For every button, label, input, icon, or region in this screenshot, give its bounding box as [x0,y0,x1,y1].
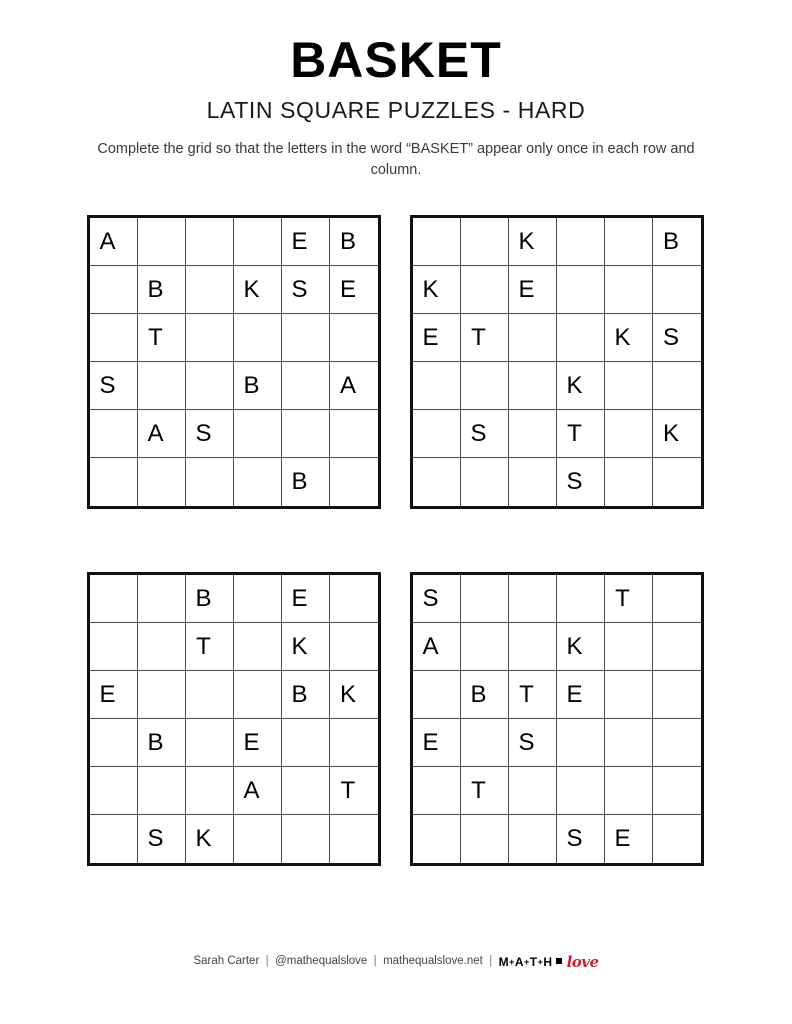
puzzle-cell[interactable]: A [90,218,138,266]
puzzle-cell[interactable] [413,362,461,410]
puzzle-cell[interactable]: S [282,266,330,314]
logo-equals-icon [556,958,562,964]
puzzle-cell[interactable] [90,410,138,458]
header [0,34,792,181]
puzzle-cell[interactable] [461,815,509,863]
puzzle-cell[interactable] [605,410,653,458]
puzzle-cell[interactable] [605,671,653,719]
puzzle-cell[interactable]: B [138,719,186,767]
puzzle-cell[interactable] [509,767,557,815]
puzzle-cell[interactable] [461,218,509,266]
puzzle-cell[interactable] [461,266,509,314]
puzzle-cell[interactable]: S [186,410,234,458]
puzzle-cell[interactable]: A [413,623,461,671]
page-subtitle: LATIN SQUARE PUZZLES - HARD [206,97,586,123]
puzzle-cell[interactable] [461,719,509,767]
puzzle-cell[interactable] [234,575,282,623]
puzzle-cell[interactable] [509,623,557,671]
puzzle-cell[interactable] [461,458,509,506]
puzzle-cell[interactable] [557,266,605,314]
puzzle-cell[interactable]: B [138,266,186,314]
puzzle-cell[interactable]: E [509,266,557,314]
puzzle-cell[interactable] [234,410,282,458]
puzzle-cell[interactable]: T [186,623,234,671]
puzzle-cell[interactable] [330,719,378,767]
logo-letter-h: H [543,955,553,969]
puzzle-cell[interactable] [330,575,378,623]
logo-plus-icon-1: + [509,957,515,967]
puzzle-cell[interactable] [282,410,330,458]
logo-letter-t: T [529,955,538,969]
puzzle-cell[interactable] [234,623,282,671]
puzzle-cell[interactable]: E [234,719,282,767]
puzzle-cell[interactable] [186,218,234,266]
puzzle-cell[interactable] [605,623,653,671]
puzzle-cell[interactable] [282,719,330,767]
puzzle-cell[interactable]: K [413,266,461,314]
puzzle-cell[interactable]: E [330,266,378,314]
puzzle-cell[interactable]: S [653,314,701,362]
puzzle-cell[interactable] [413,458,461,506]
puzzle-cell[interactable] [509,362,557,410]
math-equals-love-logo [499,952,599,970]
puzzle-cell[interactable] [653,719,701,767]
puzzle-cell[interactable] [557,767,605,815]
puzzle-cell[interactable] [653,458,701,506]
puzzle-cell[interactable] [557,575,605,623]
footer-separator-1: | [259,955,276,967]
puzzle-cell[interactable]: S [413,575,461,623]
puzzle-cell[interactable] [234,458,282,506]
puzzle-cell[interactable]: B [653,218,701,266]
logo-plus-icon-2: + [524,957,530,967]
footer-author: Sarah Carter [193,955,260,967]
puzzle-cell[interactable]: T [509,671,557,719]
footer-handle[interactable]: @mathequalslove [275,955,368,967]
puzzle-cell[interactable] [653,767,701,815]
puzzle-cell[interactable] [413,218,461,266]
puzzle-cell[interactable]: E [605,815,653,863]
puzzle-cell[interactable]: B [330,218,378,266]
puzzle-cell[interactable]: E [282,575,330,623]
puzzle-cell[interactable] [413,410,461,458]
puzzle-grid-3[interactable] [87,572,381,866]
puzzle-cell[interactable] [90,767,138,815]
puzzle-cell[interactable]: B [282,458,330,506]
puzzle-cell[interactable]: T [138,314,186,362]
puzzle-cell[interactable]: S [90,362,138,410]
puzzle-cell[interactable]: T [461,314,509,362]
puzzle-cell[interactable]: S [557,458,605,506]
footer [0,952,792,970]
footer-separator-2: | [367,955,384,967]
puzzle-cell[interactable]: S [557,815,605,863]
puzzle-cell[interactable] [186,314,234,362]
puzzle-cell[interactable] [653,815,701,863]
puzzle-cell[interactable] [186,362,234,410]
puzzle-cell[interactable] [138,767,186,815]
puzzle-cell[interactable]: T [330,767,378,815]
puzzle-grid-4[interactable] [410,572,704,866]
puzzle-cell[interactable]: K [557,623,605,671]
puzzle-cell[interactable] [186,266,234,314]
puzzle-cell[interactable] [605,458,653,506]
puzzle-cell[interactable]: E [282,218,330,266]
puzzle-cell[interactable]: E [413,314,461,362]
puzzle-cell[interactable] [282,362,330,410]
puzzle-cell[interactable] [138,458,186,506]
puzzle-cell[interactable] [138,623,186,671]
puzzle-cell[interactable] [605,218,653,266]
puzzle-cell[interactable]: S [461,410,509,458]
puzzle-cell[interactable]: B [234,362,282,410]
puzzle-cell[interactable] [234,815,282,863]
puzzle-cell[interactable]: E [413,719,461,767]
puzzle-cell[interactable] [509,458,557,506]
puzzle-cell[interactable] [90,458,138,506]
puzzle-cell[interactable] [234,314,282,362]
puzzle-cell[interactable]: B [186,575,234,623]
puzzle-grid-2[interactable] [410,215,704,509]
puzzle-cell[interactable] [509,314,557,362]
logo-love-script: love [566,953,599,971]
puzzle-cell[interactable] [234,671,282,719]
puzzle-cell[interactable] [413,671,461,719]
puzzle-cell[interactable] [330,623,378,671]
puzzle-cell[interactable] [90,719,138,767]
puzzle-cell[interactable]: B [461,671,509,719]
footer-website-link[interactable]: mathequalslove.net [383,955,483,967]
puzzle-cell[interactable] [330,314,378,362]
puzzle-cell[interactable] [186,458,234,506]
puzzle-cell[interactable]: S [138,815,186,863]
puzzle-cell[interactable] [509,575,557,623]
page-title: BASKET [290,32,502,88]
puzzle-cell[interactable]: E [90,671,138,719]
puzzle-cell[interactable]: K [605,314,653,362]
puzzle-cell[interactable] [461,623,509,671]
puzzle-cell[interactable] [282,314,330,362]
footer-separator-3: | [482,955,499,967]
logo-letter-a: A [514,955,525,969]
puzzle-cell[interactable] [557,218,605,266]
puzzle-cell[interactable] [653,671,701,719]
puzzle-cell[interactable] [653,266,701,314]
puzzle-cell[interactable]: E [557,671,605,719]
puzzle-cell[interactable] [186,767,234,815]
puzzle-cell[interactable] [90,623,138,671]
puzzle-cell[interactable]: K [282,623,330,671]
puzzle-cell[interactable] [186,671,234,719]
puzzle-cell[interactable]: T [605,575,653,623]
puzzle-cell[interactable] [138,218,186,266]
puzzle-cell[interactable] [282,767,330,815]
puzzle-cell[interactable] [461,575,509,623]
puzzle-cell[interactable] [605,362,653,410]
puzzle-cell[interactable] [330,458,378,506]
puzzle-cell[interactable] [653,362,701,410]
logo-plus-icon-3: + [537,957,544,967]
puzzle-grid-1[interactable] [87,215,381,509]
puzzle-cell[interactable] [330,815,378,863]
puzzle-cell[interactable]: K [186,815,234,863]
puzzle-cell[interactable]: A [234,767,282,815]
puzzle-cell[interactable]: K [234,266,282,314]
puzzle-cell[interactable]: T [557,410,605,458]
puzzle-cell[interactable] [90,575,138,623]
puzzle-cell[interactable] [461,362,509,410]
puzzle-cell[interactable]: K [509,218,557,266]
puzzle-cell[interactable] [138,362,186,410]
puzzle-cell[interactable] [90,815,138,863]
puzzle-cell[interactable] [557,314,605,362]
puzzle-cell[interactable]: B [282,671,330,719]
puzzle-cell[interactable] [138,575,186,623]
puzzle-cell[interactable]: K [653,410,701,458]
puzzle-cell[interactable] [282,815,330,863]
puzzle-cell[interactable] [605,767,653,815]
puzzle-cell[interactable] [413,815,461,863]
puzzle-cell[interactable] [509,410,557,458]
puzzle-cell[interactable] [557,719,605,767]
puzzle-cell[interactable] [413,767,461,815]
puzzle-cell[interactable] [90,266,138,314]
puzzle-cell[interactable] [509,815,557,863]
puzzle-cell[interactable]: K [330,671,378,719]
puzzle-cell[interactable] [138,671,186,719]
puzzle-cell[interactable] [330,410,378,458]
puzzle-cell[interactable]: S [509,719,557,767]
puzzle-cell[interactable]: K [557,362,605,410]
puzzle-cell[interactable]: T [461,767,509,815]
instructions-text: Complete the grid so that the letters in the word “BASKET” appear only once in each row and column. [97,141,695,179]
puzzle-cell[interactable] [234,218,282,266]
logo-letter-m: M [498,955,510,969]
puzzle-cell[interactable] [653,575,701,623]
puzzle-cell[interactable] [90,314,138,362]
puzzle-cell[interactable] [605,719,653,767]
puzzle-cell[interactable] [605,266,653,314]
puzzle-cell[interactable]: A [138,410,186,458]
puzzle-cell[interactable]: A [330,362,378,410]
puzzle-cell[interactable] [653,623,701,671]
puzzle-cell[interactable] [186,719,234,767]
